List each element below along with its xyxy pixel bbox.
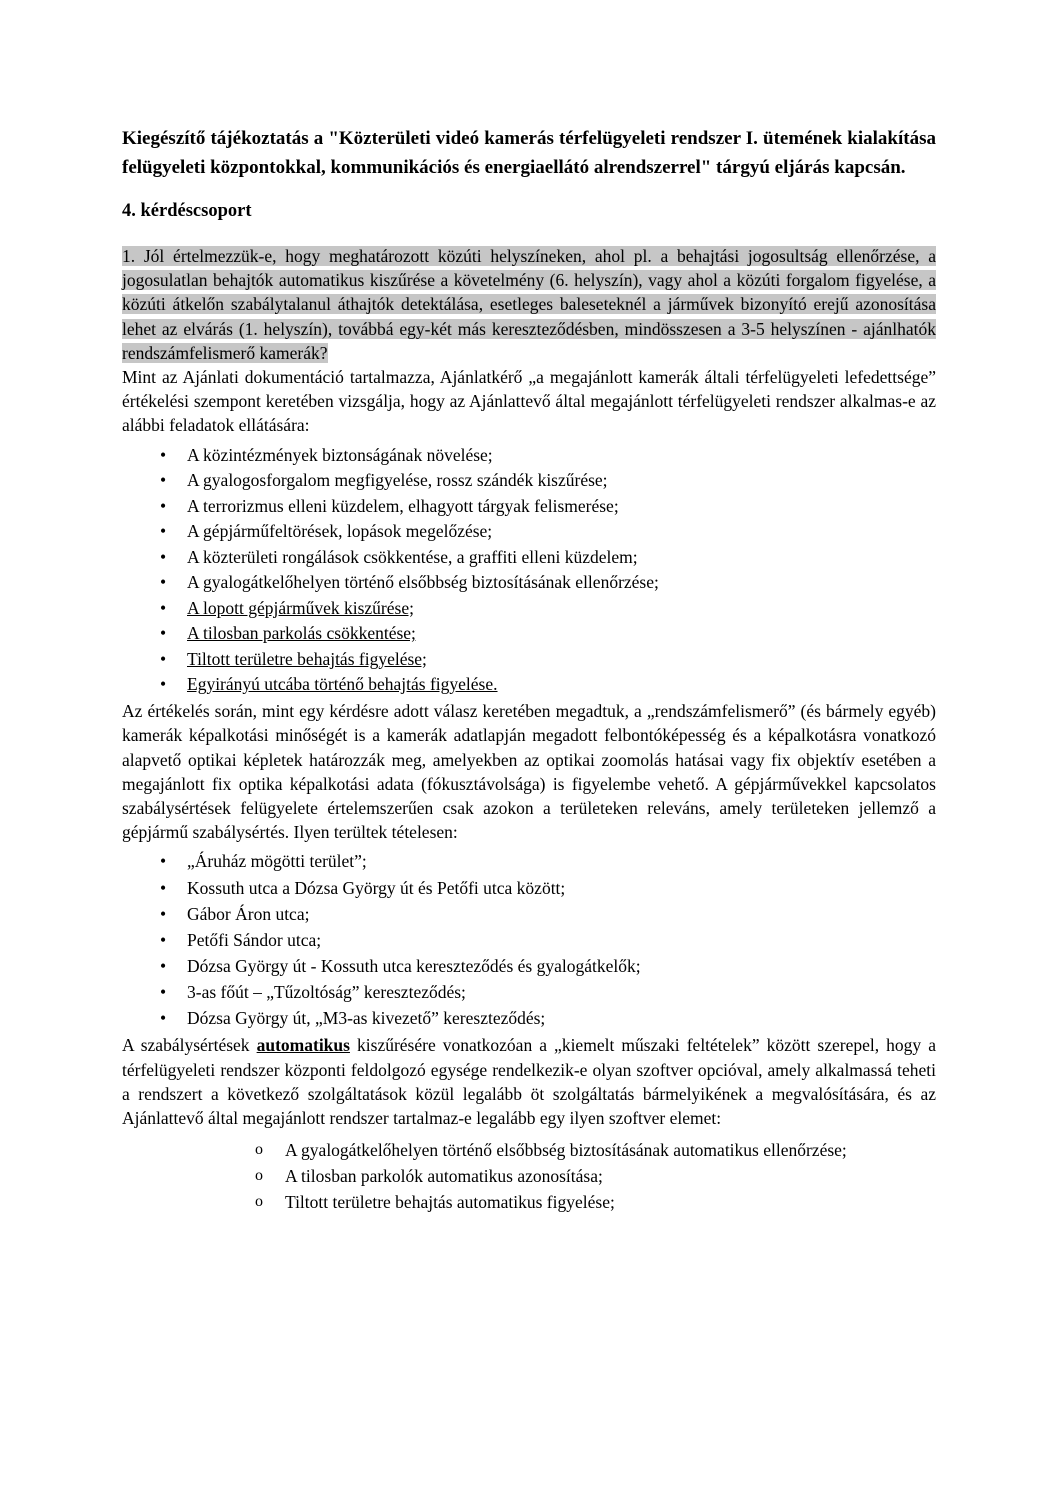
list-item: • Kossuth utca a Dózsa György út és Petőfi utca között; (187, 876, 936, 900)
evaluation-paragraph: Az értékelés során, mint egy kérdésre adott válasz keretében megadtuk, a „rendszámfelismerő” (és bármely egyéb) kamerák képalkotási minőségét is a kamerák adatlapján megadott felbontóképesség és a képalkotásra vonatkozó alapvető optikai képletek határozzák meg, amelyekben az optikai zoomolás hatásai vagy fix objektív esetében a megajánlott fix optika képalkotási adata (fókusztávolsága) is figyelembe vehető. A gépjárművekkel kapcsolatos szabálysértések felügyelete értelemszerűen csak azokon a területeken releváns, amely területeken jellemző a gépjármű szabálysértés. Ilyen terültek tételesen: (122, 701, 936, 843)
list-item: • Petőfi Sándor utca; (187, 928, 936, 952)
highlighted-question-text: 1. Jól értelmezzük-e, hogy meghatározott közúti helyszíneken, ahol pl. a behajtási jogosultság ellenőrzése, a jogosulatlan behajtók automatikus kiszűrése a követelmény (6. helyszín), vagy ahol a közúti forgalom figyelése, a közúti átkelőn szabálytalanul áthajtók detektálása, esetleges baleseteknél a járművek bizonyító erejű azonosítása lehet az elvárás (1. helyszín), továbbá egy-két más kereszteződésben, mindösszesen a 3-5 helyszínen - ajánlhatók rendszámfelismerő kamerák? (122, 246, 936, 363)
list-item: • A közintézmények biztonságának növelése; (187, 443, 936, 467)
list-item-underlined: • Egyirányú utcába történő behajtás figyelése. (187, 672, 936, 696)
question-paragraph (122, 244, 936, 365)
locations-list (122, 849, 936, 1030)
list-item: o A tilosban parkolók automatikus azonosítása; (285, 1164, 936, 1188)
list-item: • 3-as főút – „Tűzoltóság” kereszteződés; (187, 980, 936, 1004)
list-item: • „Áruház mögötti terület”; (187, 849, 936, 873)
list-item: • A terrorizmus elleni küzdelem, elhagyott tárgyak felismerése; (187, 494, 936, 518)
automatic-paragraph-emphasis: automatikus (256, 1035, 350, 1056)
automatic-paragraph-suffix: kiszűrésére vonatkozóan a „kiemelt műszaki feltételek” között szerepel, hogy a térfelügyeleti rendszer központi feldolgozó egysége rendelkezik-e olyan szoftver opcióval, amely alkalmassá teheti a rendszert a következő szolgáltatások közül legalább öt szolgáltatás bármelyikének a megvalósítására, és az Ajánlattevő által megajánlott rendszer tartalmaz-e legalább egy ilyen szoftver elemet: (122, 1035, 936, 1129)
list-item: o Tiltott területre behajtás automatikus figyelése; (285, 1190, 936, 1214)
auto-services-list (122, 1138, 936, 1214)
tasks-list (122, 443, 936, 697)
list-item: • A közterületi rongálások csökkentése, a graffiti elleni küzdelem; (187, 545, 936, 569)
section-heading: 4. kérdéscsoport (122, 201, 252, 221)
list-item-underlined: • Tiltott területre behajtás figyelése; (187, 647, 936, 671)
list-item: • A gyalogátkelőhelyen történő elsőbbség biztosításának ellenőrzése; (187, 570, 936, 594)
automatic-paragraph-prefix: A szabálysértések (122, 1035, 257, 1056)
automatic-paragraph (122, 1033, 936, 1130)
list-item-underlined: • A tilosban parkolás csökkentése; (187, 621, 936, 645)
list-item: • A gyalogosforgalom megfigyelése, rossz szándék kiszűrése; (187, 468, 936, 492)
list-item: • A gépjárműfeltörések, lopások megelőzése; (187, 519, 936, 543)
intro-paragraph: Mint az Ajánlati dokumentáció tartalmazza, Ajánlatkérő „a megajánlott kamerák általi térfelügyeleti lefedettsége” értékelési szempont keretében vizsgálja, hogy az Ajánlattevő által megajánlott térfelügyeleti rendszer alkalmas-e az alábbi feladatok ellátására: (122, 367, 936, 436)
list-item: o A gyalogátkelőhelyen történő elsőbbség biztosításának automatikus ellenőrzése; (285, 1138, 936, 1162)
list-item: • Dózsa György út, „M3-as kivezető” kereszteződés; (187, 1006, 936, 1030)
document-title: Kiegészítő tájékoztatás a "Közterületi videó kamerás térfelügyeleti rendszer I. ütemének kialakítása felügyeleti központokkal, kommunikációs és energiaellátó alrendszerrel" tárgyú eljárás kapcsán. (122, 128, 936, 178)
list-item-underlined: • A lopott gépjárművek kiszűrése; (187, 596, 936, 620)
list-item: • Dózsa György út - Kossuth utca kereszteződés és gyalogátkelők; (187, 954, 936, 978)
document-page (122, 124, 936, 1216)
list-item: • Gábor Áron utca; (187, 902, 936, 926)
